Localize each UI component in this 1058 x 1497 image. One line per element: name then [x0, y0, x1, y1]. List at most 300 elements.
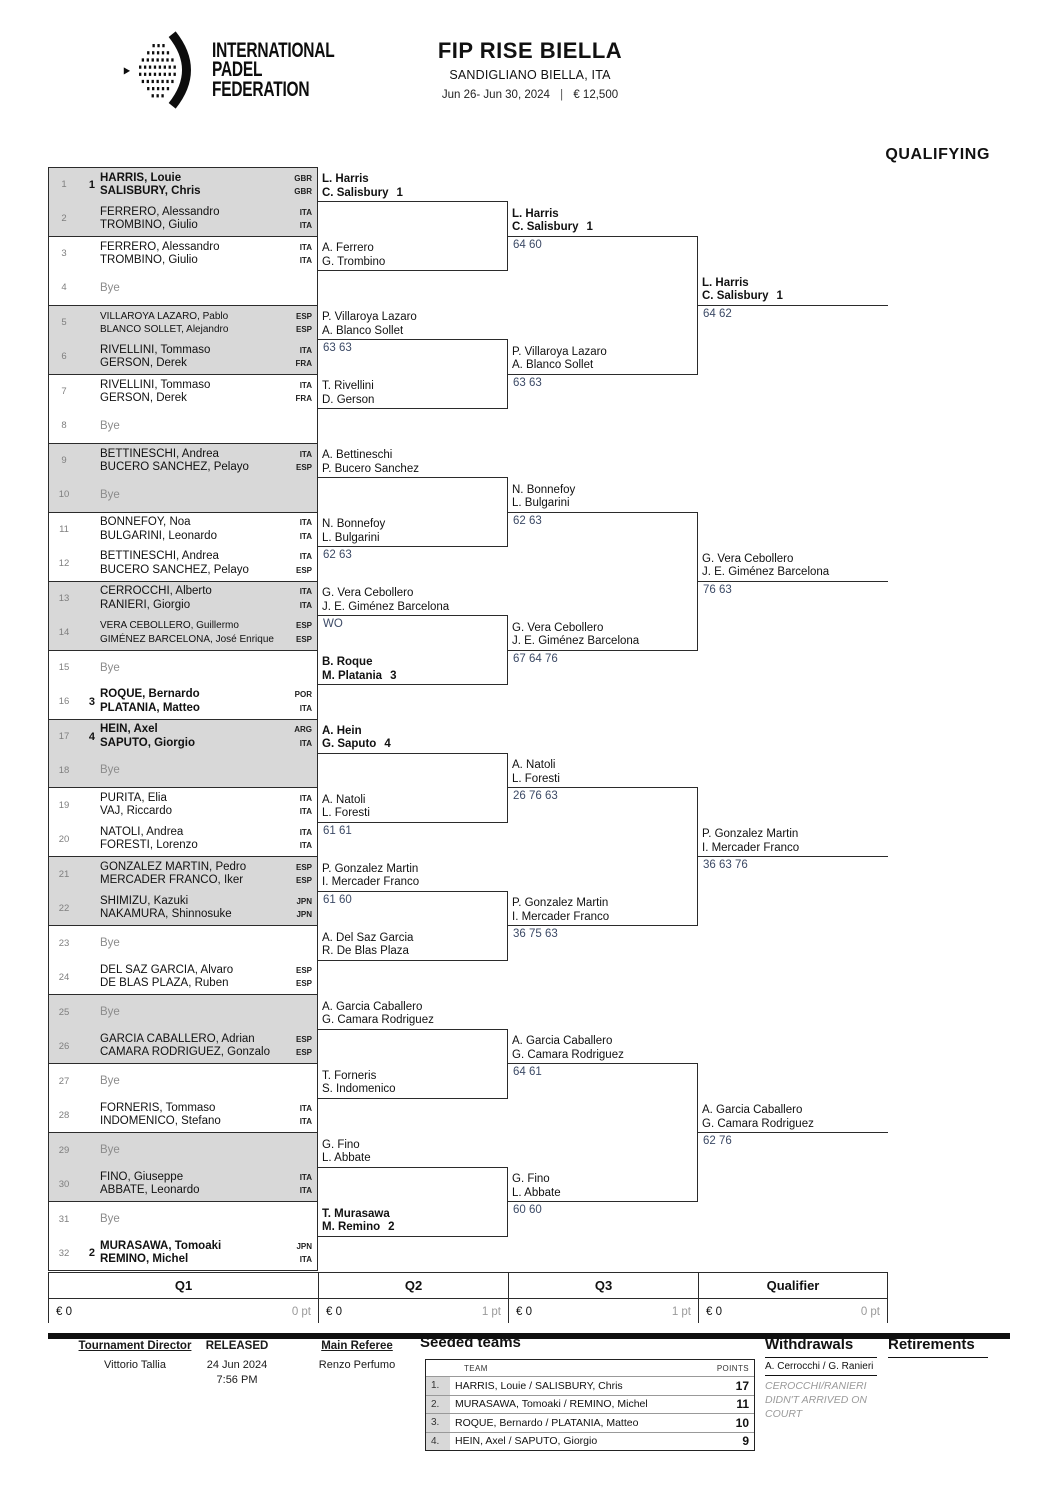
- draw-slot-32: [49, 1236, 317, 1270]
- team-names: [95, 960, 281, 994]
- seed-number: [79, 306, 95, 340]
- seed-number: [79, 513, 95, 547]
- q3-winner-7: [512, 1034, 694, 1062]
- seed-number: [79, 444, 95, 478]
- slot-number: 13: [58, 593, 70, 605]
- country-codes: [281, 960, 317, 994]
- match-score: 63 63: [513, 376, 542, 389]
- player-name: GERSON, Derek: [100, 356, 187, 369]
- winner-player-1: P. Villaroya Lazaro: [512, 345, 607, 358]
- country-codes: [281, 340, 317, 374]
- country-code: ITA: [299, 220, 312, 230]
- q2-winner-4: [322, 379, 504, 407]
- draw-slot-5: [49, 306, 317, 340]
- draw-block-16: [48, 1201, 318, 1270]
- player-name: VAJ, Riccardo: [100, 805, 173, 818]
- q2-winner-7: [322, 586, 504, 614]
- country-codes: [281, 616, 317, 650]
- seed-number: 1: [88, 178, 95, 191]
- seeded-row: [426, 1413, 754, 1432]
- winner-player-2: I. Mercader Franco: [702, 841, 800, 854]
- winner-player-1: G. Vera Cebollero: [512, 621, 604, 634]
- slot-number: 32: [58, 1247, 70, 1259]
- q3-winner-8: [512, 1172, 694, 1200]
- team-names: [95, 306, 281, 340]
- country-codes: [281, 685, 317, 719]
- round-cell-q2: [318, 1272, 508, 1323]
- slot-number: 29: [58, 1144, 70, 1156]
- match-score: 60 60: [513, 1204, 542, 1217]
- q2-winner-6: [322, 517, 504, 545]
- country-codes: [281, 1029, 317, 1063]
- slot-number: 31: [58, 1213, 70, 1225]
- team-names: [95, 1167, 281, 1201]
- seeded-team: HARRIS, Louie / SALISBURY, Chris: [455, 1379, 623, 1392]
- seeded-rank: 1.: [426, 1377, 450, 1395]
- country-code: ITA: [299, 531, 312, 541]
- match-score: 26 76 63: [513, 790, 558, 803]
- winner-seed: 2: [388, 1221, 395, 1234]
- slot-number: 16: [58, 696, 70, 708]
- slot-number: 3: [61, 248, 67, 260]
- team-names: [95, 857, 281, 891]
- withdrawals-list: [765, 1358, 877, 1421]
- withdrawals-block: [765, 1336, 877, 1421]
- winner-player-2: L. Foresti: [512, 772, 560, 785]
- country-codes: [281, 1098, 317, 1132]
- round-values: [49, 1299, 318, 1325]
- bracket-line: [318, 546, 508, 547]
- round-cell-q3: [508, 1272, 698, 1323]
- player-name: NAKAMURA, Shinnosuke: [100, 908, 232, 921]
- bye-label: Bye: [100, 764, 120, 777]
- match-score: 61 60: [323, 893, 352, 906]
- winner-player-2: R. De Blas Plaza: [322, 945, 409, 958]
- draw-block-9: [48, 719, 318, 788]
- bracket-line: [318, 822, 508, 823]
- winner-seed: 4: [384, 738, 391, 751]
- match-score: 64 61: [513, 1066, 542, 1079]
- seeded-points: 11: [736, 1397, 749, 1412]
- winner-player-1: P. Gonzalez Martin: [322, 862, 419, 875]
- country-codes: [281, 891, 317, 925]
- country-codes: [281, 237, 317, 271]
- draw-slot-4: [49, 271, 317, 305]
- round-label: Q1: [49, 1272, 318, 1299]
- seeded-row: [426, 1395, 754, 1414]
- winner-player-2: M. Remino 2: [322, 1221, 395, 1234]
- bracket-line: [508, 374, 698, 375]
- bracket-line: [318, 891, 508, 892]
- seeded-team: ROQUE, Bernardo / PLATANIA, Matteo: [455, 1416, 639, 1429]
- player-name: ROQUE, Bernardo: [100, 688, 200, 701]
- player-name: DEL SAZ GARCIA, Alvaro: [100, 964, 234, 977]
- round-cell-q1: [48, 1272, 318, 1323]
- released-time: 7:56 PM: [216, 1374, 258, 1386]
- player-name: GERSON, Derek: [100, 391, 187, 404]
- qualifier-winner-4: [702, 1103, 884, 1131]
- q3-winner-5: [512, 758, 694, 786]
- draw-block-5: [48, 443, 318, 512]
- seed-number: [79, 822, 95, 856]
- seeded-row: [426, 1376, 754, 1395]
- slot-number: 17: [58, 731, 70, 742]
- tournament-title: FIP RISE BIELLA: [437, 38, 623, 63]
- seed-number: [79, 340, 95, 374]
- team-names: [95, 513, 281, 547]
- seed-number: [79, 582, 95, 616]
- bracket-line: [318, 1029, 508, 1030]
- team-names: [95, 340, 281, 374]
- winner-player-2: G. Trombino: [322, 255, 386, 268]
- bye-label: Bye: [100, 1075, 120, 1088]
- slot-number: 28: [58, 1109, 70, 1121]
- q2-winner-15: [322, 1138, 504, 1166]
- winner-player-1: A. Hein: [322, 724, 362, 737]
- qualifier-winner-3: [702, 827, 884, 855]
- match-score: 76 63: [703, 583, 732, 596]
- country-code: ITA: [299, 242, 312, 252]
- winner-seed: 3: [390, 669, 397, 682]
- q2-winner-11: [322, 862, 504, 890]
- q3-winner-4: [512, 621, 694, 649]
- seeded-row: [426, 1432, 754, 1451]
- draw-slot-20: [49, 822, 317, 856]
- q2-winner-8: [322, 655, 504, 683]
- draw-block-4: [48, 374, 318, 443]
- country-code: ESP: [295, 311, 312, 321]
- draw-block-1: [48, 167, 318, 236]
- draw-block-2: [48, 236, 318, 305]
- slot-number: 25: [58, 1006, 70, 1018]
- country-code: ITA: [299, 1103, 312, 1113]
- draw-slot-2: [49, 202, 317, 236]
- player-name: FINO, Giuseppe: [100, 1170, 184, 1183]
- country-codes: [281, 375, 317, 409]
- seeded-rank: 2.: [426, 1396, 450, 1414]
- draw-slot-27: [49, 1064, 317, 1098]
- team-names: [95, 1236, 281, 1270]
- winner-player-1: A. Ferrero: [322, 242, 374, 255]
- winner-player-2: S. Indomenico: [322, 1083, 396, 1096]
- draw-slot-8: [49, 409, 317, 443]
- country-code: POR: [294, 690, 312, 700]
- round-points: 0 pt: [860, 1306, 880, 1318]
- bye-label: Bye: [100, 419, 120, 432]
- country-code: ITA: [299, 703, 312, 713]
- draw-slot-6: [49, 340, 317, 374]
- match-score: 62 76: [703, 1135, 732, 1148]
- country-code: JPN: [296, 910, 312, 920]
- round-values: [509, 1299, 698, 1325]
- seeded-teams-title: Seeded teams: [420, 1334, 521, 1351]
- main-referee-label: Main Referee: [321, 1340, 393, 1352]
- seeded-points: 9: [742, 1434, 749, 1449]
- winner-player-2: J. E. Giménez Barcelona: [322, 600, 450, 613]
- slot-number: 8: [61, 420, 67, 432]
- bracket-line: [318, 684, 508, 685]
- player-name: REMINO, Michel: [100, 1253, 189, 1266]
- winner-player-1: G. Fino: [322, 1138, 360, 1151]
- country-code: ITA: [299, 1117, 312, 1127]
- bracket-line: [698, 856, 888, 857]
- winner-player-2: C. Salisbury 1: [322, 186, 403, 199]
- team-names: [95, 202, 281, 236]
- draw-slot-28: [49, 1098, 317, 1132]
- country-code: ITA: [299, 807, 312, 817]
- winner-player-2: I. Mercader Franco: [322, 876, 420, 889]
- seeded-points: 17: [735, 1378, 749, 1393]
- draw-slot-22: [49, 891, 317, 925]
- bracket-line: [698, 305, 888, 306]
- slot-number: 27: [58, 1075, 70, 1087]
- seed-number: [79, 788, 95, 822]
- bracket-line: [318, 1236, 508, 1237]
- qualifier-winner-2: [702, 552, 884, 580]
- country-codes: [281, 720, 317, 754]
- player-name: RIVELLINI, Tommaso: [100, 343, 211, 356]
- country-code: ITA: [299, 738, 312, 748]
- draw-slot-31: [49, 1202, 317, 1236]
- slot-number: 20: [58, 833, 70, 845]
- player-name: INDOMENICO, Stefano: [100, 1115, 221, 1128]
- player-name: SAPUTO, Giorgio: [100, 736, 195, 749]
- draw-slot-21: [49, 857, 317, 891]
- round-points: 1 pt: [481, 1306, 501, 1318]
- winner-player-1: P. Villaroya Lazaro: [322, 311, 417, 324]
- bye-label: Bye: [100, 661, 120, 674]
- player-name: GIMÉNEZ BARCELONA, José Enrique: [100, 633, 274, 645]
- player-name: BUCERO SANCHEZ, Pelayo: [100, 563, 249, 576]
- winner-seed: 1: [776, 290, 783, 303]
- seed-number: [79, 237, 95, 271]
- player-name: FORESTI, Lorenzo: [100, 839, 198, 852]
- player-name: RANIERI, Giorgio: [100, 598, 191, 611]
- country-code: ITA: [299, 828, 312, 838]
- winner-player-2: G. Camara Rodriguez: [702, 1117, 814, 1130]
- draw-slot-3: [49, 237, 317, 271]
- winner-player-1: G. Fino: [512, 1173, 550, 1186]
- player-name: FERRERO, Alessandro: [100, 205, 220, 218]
- team-names: [95, 1029, 281, 1063]
- ipf-logo-text: INTERNATIONAL PADEL FEDERATION: [212, 37, 335, 101]
- winner-player-1: L. Harris: [322, 173, 369, 186]
- qualifier-winner-1: [702, 276, 884, 304]
- retirements-block: [888, 1336, 988, 1358]
- draw-block-12: [48, 925, 318, 994]
- team-names: [95, 685, 281, 719]
- team-names: [95, 822, 281, 856]
- match-score: 62 63: [513, 514, 542, 527]
- tournament-director-block: [55, 1340, 215, 1373]
- winner-player-2: D. Gerson: [322, 393, 375, 406]
- draw-block-14: [48, 1063, 318, 1132]
- team-names: [95, 1098, 281, 1132]
- team-names: [95, 444, 281, 478]
- draw-slot-29: [49, 1133, 317, 1167]
- country-code: ITA: [299, 1255, 312, 1265]
- draw-slot-13: [49, 582, 317, 616]
- q2-winner-14: [322, 1069, 504, 1097]
- winner-player-1: P. Gonzalez Martin: [702, 828, 799, 841]
- slot-number: 14: [58, 627, 70, 639]
- draw-block-6: [48, 512, 318, 581]
- country-codes: [281, 1236, 317, 1270]
- match-score: 62 63: [323, 549, 352, 562]
- draw-slot-23: [49, 926, 317, 960]
- winner-player-1: P. Gonzalez Martin: [512, 897, 609, 910]
- player-name: VERA CEBOLLERO, Guillermo: [100, 620, 239, 632]
- winner-player-1: B. Roque: [322, 656, 373, 669]
- draw-slot-15: [49, 651, 317, 685]
- country-codes: [281, 168, 317, 202]
- round-values: [319, 1299, 508, 1325]
- winner-player-2: I. Mercader Franco: [512, 910, 610, 923]
- country-code: FRA: [295, 393, 312, 403]
- draw-slot-17: [49, 720, 317, 754]
- country-code: ESP: [295, 966, 312, 976]
- seed-number: [79, 1098, 95, 1132]
- q2-winner-16: [322, 1207, 504, 1235]
- bye-label: Bye: [100, 1144, 120, 1157]
- winner-player-2: G. Camara Rodriguez: [322, 1014, 434, 1027]
- q2-winner-9: [322, 724, 504, 752]
- winner-player-1: A. Del Saz Garcia: [322, 931, 414, 944]
- seed-number: [79, 857, 95, 891]
- bracket-line: [318, 477, 508, 478]
- seeded-header-row: [426, 1360, 754, 1376]
- section-label: QUALIFYING: [885, 146, 990, 163]
- draw-slot-30: [49, 1167, 317, 1201]
- bracket-line: [318, 408, 508, 409]
- bracket-line: [318, 270, 508, 271]
- winner-player-1: N. Bonnefoy: [512, 483, 576, 496]
- slot-number: 1: [61, 179, 67, 191]
- winner-player-1: N. Bonnefoy: [322, 518, 386, 531]
- slot-number: 15: [58, 662, 70, 674]
- bracket-line: [318, 1167, 508, 1168]
- seeded-team: HEIN, Axel / SAPUTO, Giorgio: [455, 1435, 598, 1448]
- winner-player-1: A. Natoli: [512, 759, 556, 772]
- slot-number: 10: [58, 489, 70, 501]
- player-name: MURASAWA, Tomoaki: [100, 1239, 222, 1252]
- draw-slot-14: [49, 616, 317, 650]
- q2-winner-13: [322, 1000, 504, 1028]
- seed-number: 4: [88, 730, 95, 743]
- country-code: ESP: [295, 863, 312, 873]
- seeded-team: MURASAWA, Tomoaki / REMINO, Michel: [455, 1398, 648, 1411]
- player-name: ABBATE, Leonardo: [100, 1184, 200, 1197]
- player-name: PURITA, Elia: [100, 792, 167, 805]
- player-name: TROMBINO, Giulio: [100, 218, 198, 231]
- winner-player-2: G. Saputo 4: [322, 738, 391, 751]
- tournament-dates-prize: [310, 89, 750, 101]
- withdrawal-note: CEROCCHI/RANIERI DIDN'T ARRIVED ON COURT: [765, 1380, 867, 1420]
- slot-number: 7: [61, 386, 67, 398]
- seed-number: [79, 616, 95, 650]
- match-score: 36 75 63: [513, 928, 558, 941]
- player-name: FORNERIS, Tommaso: [100, 1101, 216, 1114]
- winner-player-1: T. Murasawa: [322, 1207, 390, 1220]
- bye-label: Bye: [100, 281, 120, 294]
- bracket-line: [508, 925, 698, 926]
- match-score: WO: [323, 618, 343, 631]
- tournament-director-name: Vittorio Tallia: [104, 1359, 166, 1371]
- bracket-line: [318, 1098, 508, 1099]
- draw-slot-9: [49, 444, 317, 478]
- tournament-location: SANDIGLIANO BIELLA, ITA: [449, 68, 611, 82]
- slot-number: 18: [58, 764, 70, 776]
- released-block: [192, 1340, 282, 1388]
- draw-block-11: [48, 856, 318, 925]
- seed-number: [79, 375, 95, 409]
- slot-number: 5: [61, 317, 67, 329]
- country-codes: [281, 822, 317, 856]
- slot-number: 9: [61, 455, 67, 467]
- round-points: 0 pt: [291, 1306, 311, 1318]
- country-code: FRA: [295, 358, 312, 368]
- player-name: DE BLAS PLAZA, Ruben: [100, 977, 229, 990]
- draw-slot-10: [49, 478, 317, 512]
- seed-number: 3: [88, 695, 95, 708]
- winner-player-2: P. Bucero Sanchez: [322, 462, 419, 475]
- slot-number: 6: [61, 351, 67, 363]
- country-code: ESP: [295, 876, 312, 886]
- player-name: BLANCO SOLLET, Alejandro: [100, 323, 229, 335]
- tournament-dates: Jun 26- Jun 30, 2024: [441, 89, 550, 101]
- slot-number: 24: [58, 971, 70, 983]
- country-code: ITA: [299, 380, 312, 390]
- winner-player-1: G. Vera Cebollero: [322, 587, 414, 600]
- country-code: ITA: [299, 518, 312, 528]
- winner-player-2: C. Salisbury 1: [512, 221, 593, 234]
- winner-player-2: G. Camara Rodriguez: [512, 1048, 624, 1061]
- country-code: ESP: [295, 1035, 312, 1045]
- seeded-header-points: POINTS: [716, 1363, 749, 1373]
- bracket-line: [318, 753, 508, 754]
- winner-player-1: L. Harris: [702, 276, 749, 289]
- draw-slot-24: [49, 960, 317, 994]
- seed-number: [79, 891, 95, 925]
- draw-slot-25: [49, 995, 317, 1029]
- bracket-line: [48, 1270, 318, 1271]
- match-score: 36 63 76: [703, 859, 748, 872]
- country-codes: [281, 582, 317, 616]
- slot-number: 19: [58, 799, 70, 811]
- seed-number: [79, 960, 95, 994]
- seed-number: [79, 1167, 95, 1201]
- bye-label: Bye: [100, 1213, 120, 1226]
- bracket-line: [698, 581, 888, 582]
- round-prize: € 0: [56, 1306, 72, 1318]
- winner-player-2: J. E. Giménez Barcelona: [702, 566, 830, 579]
- round-label: Qualifier: [699, 1272, 887, 1299]
- player-name: FERRERO, Alessandro: [100, 240, 220, 253]
- player-name: RIVELLINI, Tommaso: [100, 378, 211, 391]
- released-datetime: [192, 1358, 282, 1388]
- winner-player-2: M. Platania 3: [322, 669, 397, 682]
- team-names: [95, 616, 281, 650]
- seeded-rank: 4.: [426, 1433, 450, 1451]
- player-name: HARRIS, Louie: [100, 171, 182, 184]
- bracket-line: [508, 236, 698, 237]
- slot-number: 26: [58, 1040, 70, 1052]
- main-referee-name: Renzo Perfumo: [318, 1359, 396, 1371]
- tournament-header: [310, 38, 750, 101]
- winner-player-1: A. Natoli: [322, 793, 366, 806]
- player-name: BULGARINI, Leonardo: [100, 529, 217, 542]
- player-name: HEIN, Axel: [100, 723, 158, 736]
